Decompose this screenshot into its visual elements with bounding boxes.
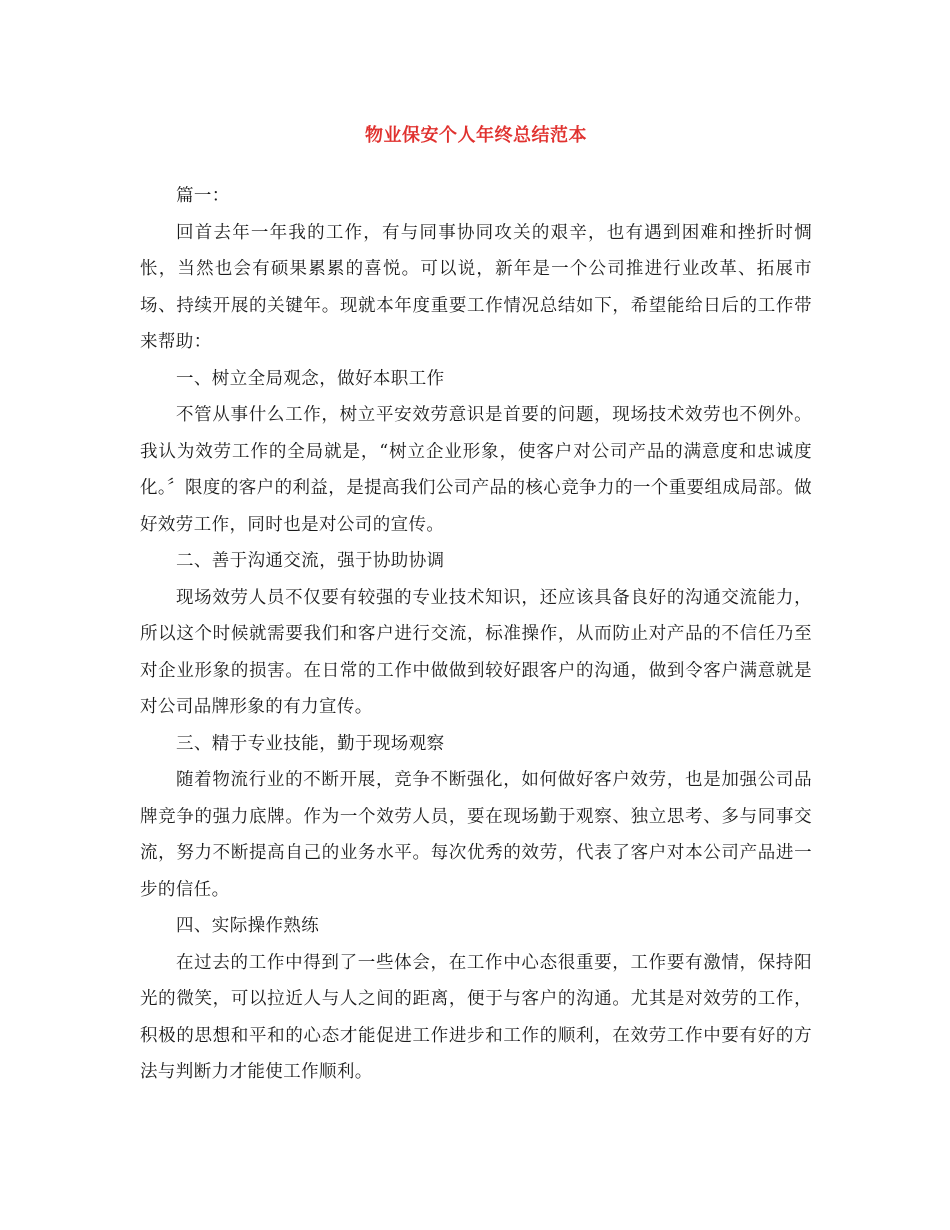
section-body-4: 在过去的工作中得到了一些体会，在工作中心态很重要，工作要有激情，保持阳光的微笑，可以拉近人与人之间的距离，便于与客户的沟通。尤其是对效劳的工作，积极的思想和平和的心态才能促进工作进步和工作的顺利，在效劳工作中要有好的方法与判断力才能使工作顺利。 (140, 952, 812, 1082)
section-heading-2: 二、善于沟通交流，强于协助协调 (176, 551, 445, 571)
document-body (140, 178, 812, 1091)
document-page (140, 0, 812, 1091)
section-label: 篇一： (176, 186, 230, 206)
section-body-2: 现场效劳人员不仅要有较强的专业技术知识，还应该具备良好的沟通交流能力，所以这个时候就需要我们和客户进行交流，标准操作，从而防止对产品的不信任乃至对企业形象的损害。在日常的工作中做做到较好跟客户的沟通，做到令客户满意就是对公司品牌形象的有力宣传。 (140, 587, 812, 717)
section-heading-4: 四、实际操作熟练 (176, 916, 320, 936)
section-body-1: 不管从事什么工作，树立平安效劳意识是首要的问题，现场技术效劳也不例外。我认为效劳工作的全局就是，“树立企业形象，使客户对公司产品的满意度和忠诚度化。〞限度的客户的利益，是提高我们公司产品的核心竞争力的一个重要组成局部。做好效劳工作，同时也是对公司的宣传。 (140, 405, 812, 535)
section-body-3: 随着物流行业的不断开展，竞争不断强化，如何做好客户效劳，也是加强公司品牌竞争的强力底牌。作为一个效劳人员，要在现场勤于观察、独立思考、多与同事交流，努力不断提高自己的业务水平。每次优秀的效劳，代表了客户对本公司产品进一步的信任。 (140, 770, 812, 900)
intro-paragraph: 回首去年一年我的工作，有与同事协同攻关的艰辛，也有遇到困难和挫折时惆怅，当然也会有硕果累累的喜悦。可以说，新年是一个公司推进行业改革、拓展市场、持续开展的关键年。现就本年度重要工作情况总结如下，希望能给日后的工作带来帮助： (140, 222, 812, 352)
document-title: 物业保安个人年终总结范本 (365, 125, 587, 146)
section-heading-3: 三、精于专业技能，勤于现场观察 (176, 733, 445, 754)
section-heading-1: 一、树立全局观念，做好本职工作 (176, 368, 445, 389)
